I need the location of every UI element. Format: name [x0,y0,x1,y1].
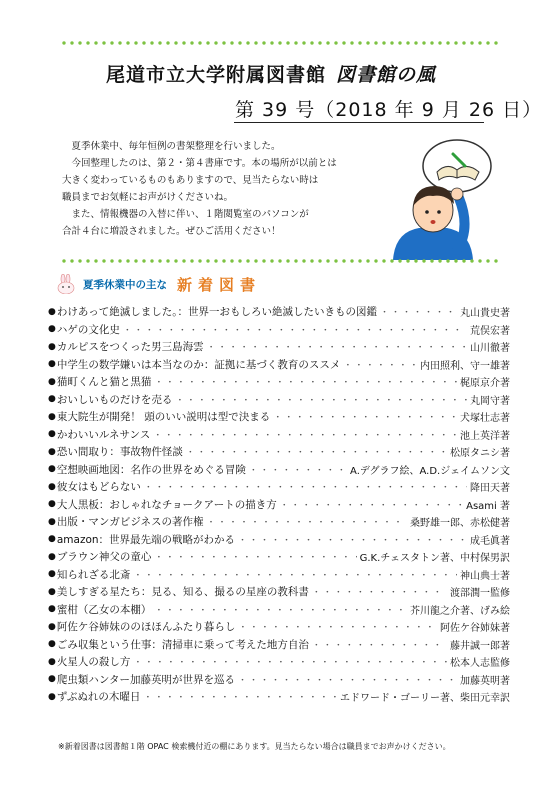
book-author: 降田天著 [470,483,510,495]
book-item [48,321,510,339]
book-author: 荒俣宏著 [470,325,510,337]
dot-leader [133,655,447,668]
bullet-icon: ● [48,586,56,597]
bullet-icon: ● [48,551,56,562]
book-title: 大人黒板：おしゃれなチョークアートの描き方 [56,498,277,511]
footnote: ※新着図書は図書館１階 OPAC 検索機付近の棚にあります。見当たらない場合は職員までお声かけください。 [58,742,451,751]
dot-leader [207,340,467,353]
book-author: エドワード・ゴーリー著、柴田元幸訳 [340,693,510,705]
book-item [48,688,510,706]
book-item [48,478,510,496]
book-item [48,531,510,549]
book-author: 丸岡守著 [470,395,510,407]
book-item [48,513,510,531]
book-title: 東大院生が開発！ 頭のいい説明は型で決まる [56,411,271,424]
bullet-icon: ● [48,464,56,475]
dot-leader [273,410,457,423]
bullet-icon: ● [48,306,56,317]
thinking-person-illustration [375,132,510,260]
bullet-icon: ● [48,534,56,545]
dot-leader [207,515,407,528]
dot-leader [175,393,467,406]
book-title: ブラウン神父の童心 [56,551,152,564]
new-books-list [48,303,510,706]
book-title: 知られざる北斎 [56,568,131,581]
book-item [48,653,510,671]
dot-leader [280,498,463,511]
book-title: amazon：世界最先端の戦略がわかる [56,533,236,546]
bullet-icon: ● [48,674,56,685]
page-title [106,60,436,87]
book-title: わけあって絶滅しました。：世界一おもしろい絶滅したいきもの図鑑 [56,306,378,319]
new-books-caption: 夏季休業中の主な [83,278,167,291]
book-title: ずぶぬれの木曜日 [56,691,141,704]
intro-line: 夏季休業中、毎年恒例の書架整理を行いました。 [62,141,281,152]
dot-leader [133,568,457,581]
dot-leader [249,463,347,476]
top-dotted-divider [60,40,500,46]
dot-leader [380,305,457,318]
book-item [48,426,510,444]
book-title: 空想映画地図：名作の世界をめぐる冒険 [56,463,246,476]
dot-leader [312,585,447,598]
book-item [48,461,510,479]
dot-leader [154,603,407,616]
book-item [48,671,510,689]
dot-leader [238,673,457,686]
book-author: 成毛眞著 [470,535,510,547]
book-author: 阿佐ケ谷姉妹著 [440,623,510,635]
book-item [48,391,510,409]
book-item [48,636,510,654]
book-title: ハゲの文化史 [56,323,120,336]
book-title: 阿佐ケ谷姉妹ののほほんふたり暮らし [56,621,236,634]
book-item [48,373,510,391]
bunny-icon [55,274,77,294]
book-author: 内田照利、守一雄著 [420,360,510,372]
book-item [48,548,510,566]
new-books-title: 新着図書 [177,275,262,294]
book-title: 恐い間取り：事故物件怪談 [56,446,183,459]
book-author: 桑野雄一郎、赤松健著 [410,518,510,530]
book-item [48,408,510,426]
dot-leader [143,690,337,703]
bullet-icon: ● [48,516,56,527]
book-author: 松原タニシ著 [450,448,510,460]
bullet-icon: ● [48,446,56,457]
book-item [48,566,510,584]
book-title: カルピスをつくった男三島海雲 [56,341,204,354]
dot-leader [123,323,467,336]
bullet-icon: ● [48,429,56,440]
book-title: 蜜柑（乙女の本棚） [56,603,152,616]
book-item [48,583,510,601]
book-author: 犬塚壮志著 [460,413,510,425]
library-name: 尾道市立大学附属図書館 [106,64,327,86]
intro-text [62,138,362,240]
dot-leader [312,638,447,651]
dot-leader [238,533,467,546]
book-title: かわいいルネサンス [56,428,151,441]
intro-line: 合計４台に増設されました。ぜひご活用ください！ [62,226,281,237]
book-author: Asami 著 [466,500,510,512]
book-title: 美しすぎる星たち：見る、知る、撮るの星座の教科書 [56,586,309,599]
book-author: 神山典士著 [460,570,510,582]
book-title: 出版・マンガビジネスの著作権 [56,516,204,529]
book-author: 松本人志監修 [450,658,510,670]
book-title: 猫町くんと猫と黒猫 [56,376,152,389]
bullet-icon: ● [48,569,56,580]
intro-line: また、情報機器の入替に伴い、１階閲覧室のパソコンが [62,209,309,220]
dot-leader [154,375,457,388]
book-author: 渡部潤一監修 [450,588,510,600]
dot-leader [238,620,437,633]
bullet-icon: ● [48,376,56,387]
title-underline [234,122,484,123]
book-item [48,601,510,619]
newsletter-name: 図書館の風 [336,64,437,86]
book-title: 爬虫類ハンター加藤英明が世界を巡る [56,673,235,686]
bullet-icon: ● [48,359,56,370]
dot-leader [343,358,417,371]
bullet-icon: ● [48,499,56,510]
dot-leader [153,428,457,441]
book-author: 藤井誠一郎著 [450,640,510,652]
book-author: 池上英洋著 [460,430,510,442]
new-books-header [55,273,261,295]
intro-line: 今回整理したのは、第２・第４書庫です。本の場所が以前とは [62,158,337,169]
book-author: 丸山貴史著 [460,308,510,320]
book-item [48,443,510,461]
dot-leader [154,550,356,563]
dot-leader [186,445,447,458]
bullet-icon: ● [48,604,56,615]
book-title: 中学生の数学嫌いは本当なのか：証拠に基づく教育のススメ [56,358,341,371]
book-item [48,338,510,356]
book-author: 山川徹著 [470,343,510,355]
bullet-icon: ● [48,656,56,667]
issue-number: 第 39 号（2018 年 9 月 26 日） [235,99,543,121]
book-item [48,618,510,636]
intro-line: 大きく変わっているものもありますので、見当たらない時は [62,175,319,186]
middle-dotted-divider [60,258,500,264]
book-author: 梶原京介著 [460,378,510,390]
bullet-icon: ● [48,481,56,492]
bullet-icon: ● [48,394,56,405]
book-author: A.デグラフ絵、A.D.ジェイムソン文 [350,465,510,477]
book-author: 加藤英明著 [460,675,510,687]
bullet-icon: ● [48,639,56,650]
book-author: 芥川龍之介著、げみ絵 [410,605,510,617]
book-author: G.K.チェスタトン著、中村保男訳 [359,553,510,565]
book-title: ごみ収集という仕事：清掃車に乗って考えた地方自治 [56,638,309,651]
book-title: 彼女はもどらない [56,481,141,494]
book-title: おいしいものだけを売る [56,393,173,406]
bullet-icon: ● [48,621,56,632]
book-item [48,496,510,514]
book-item [48,356,510,374]
book-item [48,303,510,321]
bullet-icon: ● [48,324,56,335]
bullet-icon: ● [48,411,56,422]
bullet-icon: ● [48,341,56,352]
book-title: 火星人の殺し方 [56,656,131,669]
intro-line: 職員までお気軽にお声がけくださいね。 [62,192,234,203]
dot-leader [144,480,467,493]
bullet-icon: ● [48,691,56,702]
